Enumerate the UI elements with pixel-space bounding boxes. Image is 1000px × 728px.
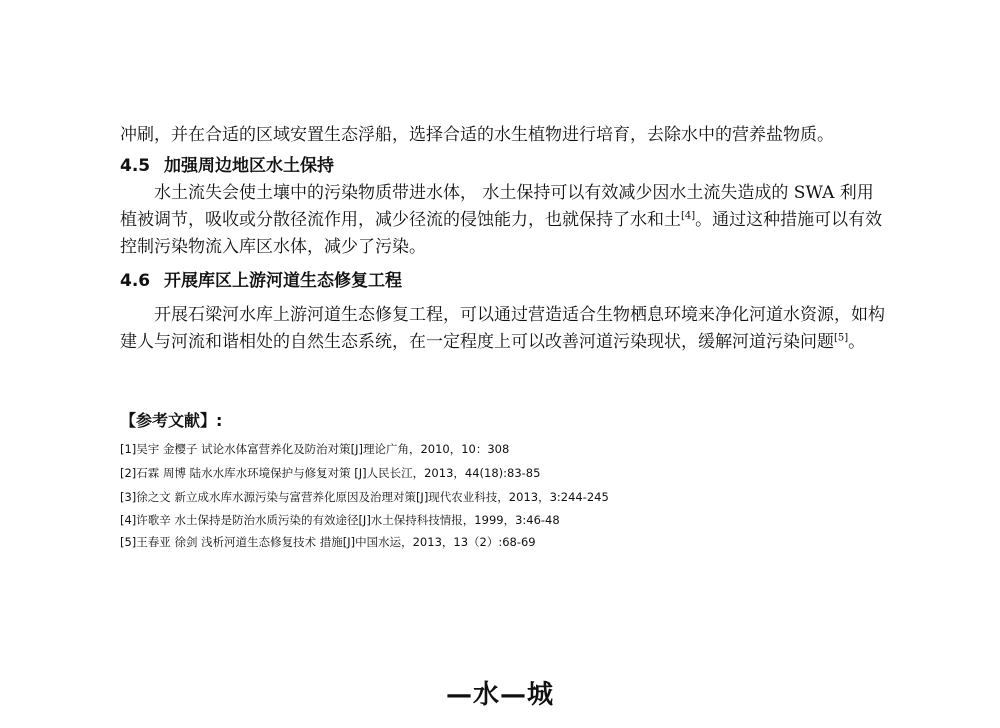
body-paragraph-continuation: 冲刷，并在合适的区域安置生态浮船，选择合适的水生植物进行培育，去除水中的营养盐物质。 bbox=[120, 125, 834, 145]
paragraph-text: 水土流失会使土壤中的污染物质带进水体， 水土保持可以有效减少因水土流失造成的 SWA 利用植被调节，吸收或分散径流作用，减少径流的侵蚀能力，也就保持了水和土 bbox=[120, 183, 874, 230]
section-number: 4.5 bbox=[120, 156, 151, 176]
section-heading-4-6 bbox=[120, 268, 402, 295]
paragraph-text: 。通过这种措施可以有效控制污染物流入库区水体，减少了污染。 bbox=[120, 210, 883, 257]
page-footer: —水—城 bbox=[445, 680, 554, 710]
paragraph-text: 。 bbox=[848, 332, 866, 352]
paragraph-text: 开展石梁河水库上游河道生态修复工程，可以通过营造适合生物栖息环境来净化河道水资源，如构建人与河流和谐相处的自然生态系统，在一定程度上可以改善河道污染现状，缓解河道污染问题 bbox=[120, 305, 885, 352]
reference-item: [5]王春亚 徐剑 浅析河道生态修复技术 措施[J]中国水运，2013，13（2）:68-69 bbox=[120, 535, 536, 549]
citation-marker: [4] bbox=[681, 210, 696, 222]
reference-item: [3]徐之文 新立成水库水源污染与富营养化原因及治理对策[J]现代农业科技，2013，3:244-245 bbox=[120, 490, 609, 504]
reference-item: [4]许歌辛 水土保持是防治水质污染的有效途径[J]水土保持科技情报，1999，3:46-48 bbox=[120, 513, 560, 527]
section-heading-4-5 bbox=[120, 153, 334, 180]
reference-item: [1]吴宇 金樱子 试论水体富营养化及防治对策[J]理论广角，2010，10：308 bbox=[120, 442, 510, 456]
reference-item: [2]石霖 周博 陆水水库水环境保护与修复对策 [J]人民长江，2013，44(18):83-85 bbox=[120, 466, 541, 480]
section-title: 加强周边地区水土保持 bbox=[164, 156, 334, 176]
section-title: 开展库区上游河道生态修复工程 bbox=[164, 271, 402, 291]
section-number: 4.6 bbox=[120, 271, 151, 291]
body-paragraph-river-restoration bbox=[120, 302, 890, 356]
references-title: 【参考文献】: bbox=[120, 411, 223, 430]
body-paragraph-soil-conservation bbox=[120, 180, 890, 261]
citation-marker: [5] bbox=[834, 332, 849, 344]
